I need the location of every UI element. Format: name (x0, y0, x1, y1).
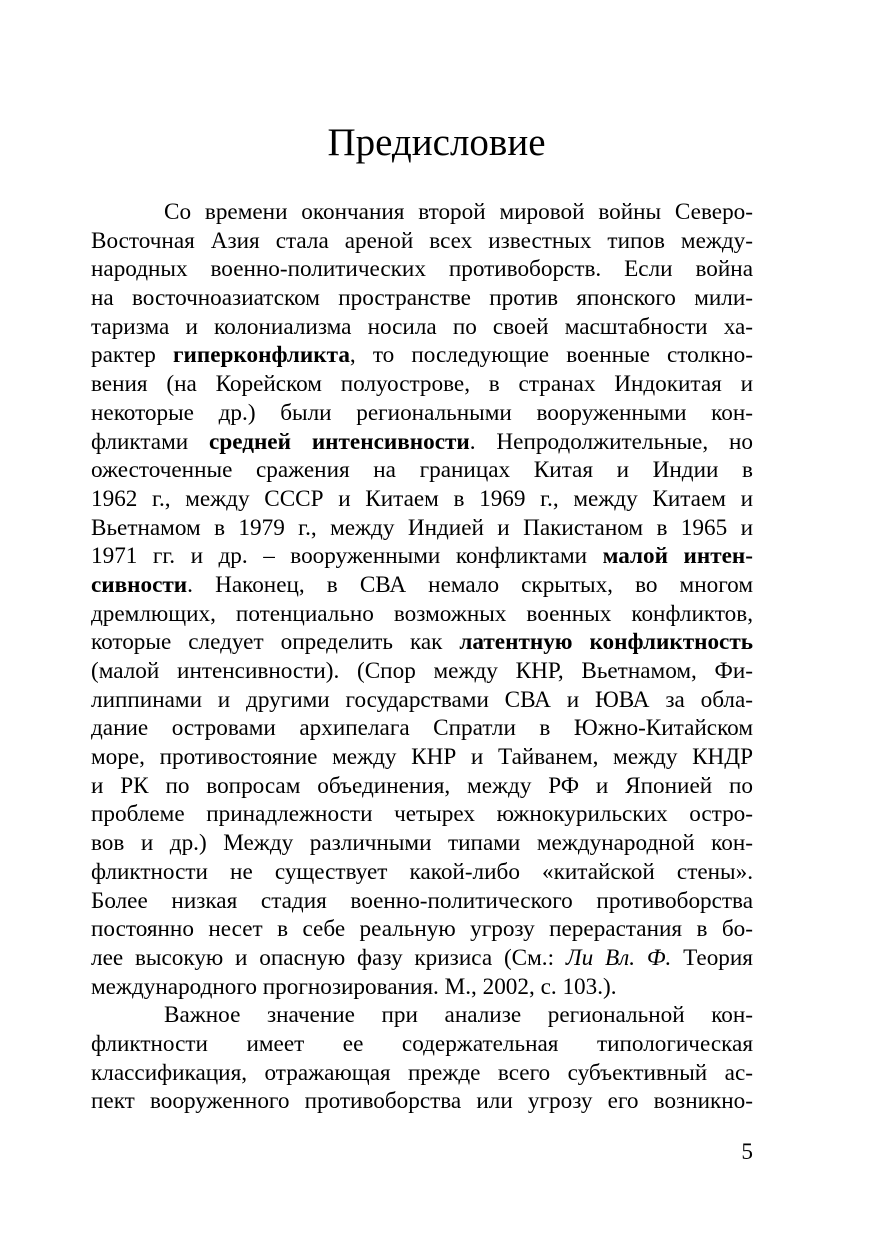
text-line: международного прогнозирования. М., 2002, с. 103.). (91, 973, 617, 1000)
text-run: . Наконец, в СВА немало скрытых, во многом (187, 571, 753, 598)
text-run: Теория (671, 944, 753, 971)
text-line: Важное значение при анализе региональной кон- (164, 1002, 753, 1029)
text-line: липпинами и другими государствами СВА и ЮВА за обла- (91, 686, 753, 713)
text-line: Со времени окончания второй мировой войны Северо- (164, 199, 753, 225)
bold-term: малой интен- (602, 543, 753, 570)
text-line: море, противостояние между КНР и Тайванем, между КНДР (91, 744, 753, 771)
text-run: которые следует определить как (91, 629, 460, 656)
bold-term: латентную конфликтность (459, 629, 753, 656)
text-line: таризма и колониализма носила по своей масштабности ха- (91, 313, 753, 340)
text-line: вения (на Корейском полуострове, в странах Индокитая и (91, 371, 753, 398)
text-line (91, 628, 753, 657)
text-line (91, 341, 753, 370)
text-line (91, 542, 753, 571)
text-line: 1962 г., между СССР и Китаем в 1969 г., между Китаем и (91, 485, 753, 512)
text-run: 1971 гг. и др. – вооруженными конфликтами (91, 543, 603, 570)
text-run: лее высокую и опасную фазу кризиса (См.: (91, 944, 566, 971)
text-line: вов и др.) Между различными типами международной кон- (91, 830, 753, 857)
bold-term: средней интенсивности (209, 428, 470, 455)
text-line: классификация, отражающая прежде всего субъективный ас- (91, 1059, 753, 1086)
text-line (91, 944, 753, 973)
text-line: Вьетнамом в 1979 г., между Индией и Пакистаном в 1965 и (91, 514, 753, 541)
text-line: некоторые др.) были региональными вооруженными кон- (91, 399, 753, 426)
text-line: и РК по вопросам объединения, между РФ и Японией по (91, 772, 753, 799)
text-line: дание островами архипелага Спратли в Южно-Китайском (91, 715, 753, 742)
text-line: дремлющих, потенциально возможных военных конфликтов, (91, 600, 753, 627)
body-text (91, 198, 753, 1116)
text-line: на восточноазиатском пространстве против японского мили- (91, 285, 753, 312)
paragraph-2 (91, 1001, 753, 1116)
text-line: (малой интенсивности). (Спор между КНР, Вьетнамом, Фи- (91, 658, 753, 684)
text-line (91, 571, 753, 600)
page-number: 5 (741, 1139, 753, 1165)
text-line: фликтности не существует какой-либо «китайской стены». (91, 858, 753, 885)
cited-author: Ли Вл. Ф. (565, 944, 672, 971)
text-line: Восточная Азия стала ареной всех известных типов между- (91, 227, 753, 254)
text-line: Более низкая стадия военно-политического противоборства (91, 887, 753, 914)
text-line: народных военно-политических противоборств. Если война (91, 256, 753, 283)
text-line: пект вооруженного противоборства или угрозу его возникно- (91, 1088, 753, 1115)
text-line: постоянно несет в себе реальную угрозу перерастания в бо- (91, 916, 753, 943)
text-line: ожесточенные сражения на границах Китая и Индии в (91, 457, 753, 484)
text-line: проблеме принадлежности четырех южнокурильских остро- (91, 801, 753, 828)
paragraph-1 (91, 198, 753, 1001)
page-title: Предисловие (327, 121, 546, 164)
bold-term: сивности (91, 571, 188, 598)
text-run: фликтами (91, 428, 210, 455)
text-line: фликтности имеет ее содержательная типологическая (91, 1030, 753, 1057)
text-line (91, 428, 753, 457)
text-run: , то последующие военные столкно- (349, 342, 753, 369)
text-run: рактер (91, 342, 173, 369)
text-run: . Непродолжительные, но (469, 428, 753, 455)
bold-term: гиперконфликта (173, 342, 350, 369)
